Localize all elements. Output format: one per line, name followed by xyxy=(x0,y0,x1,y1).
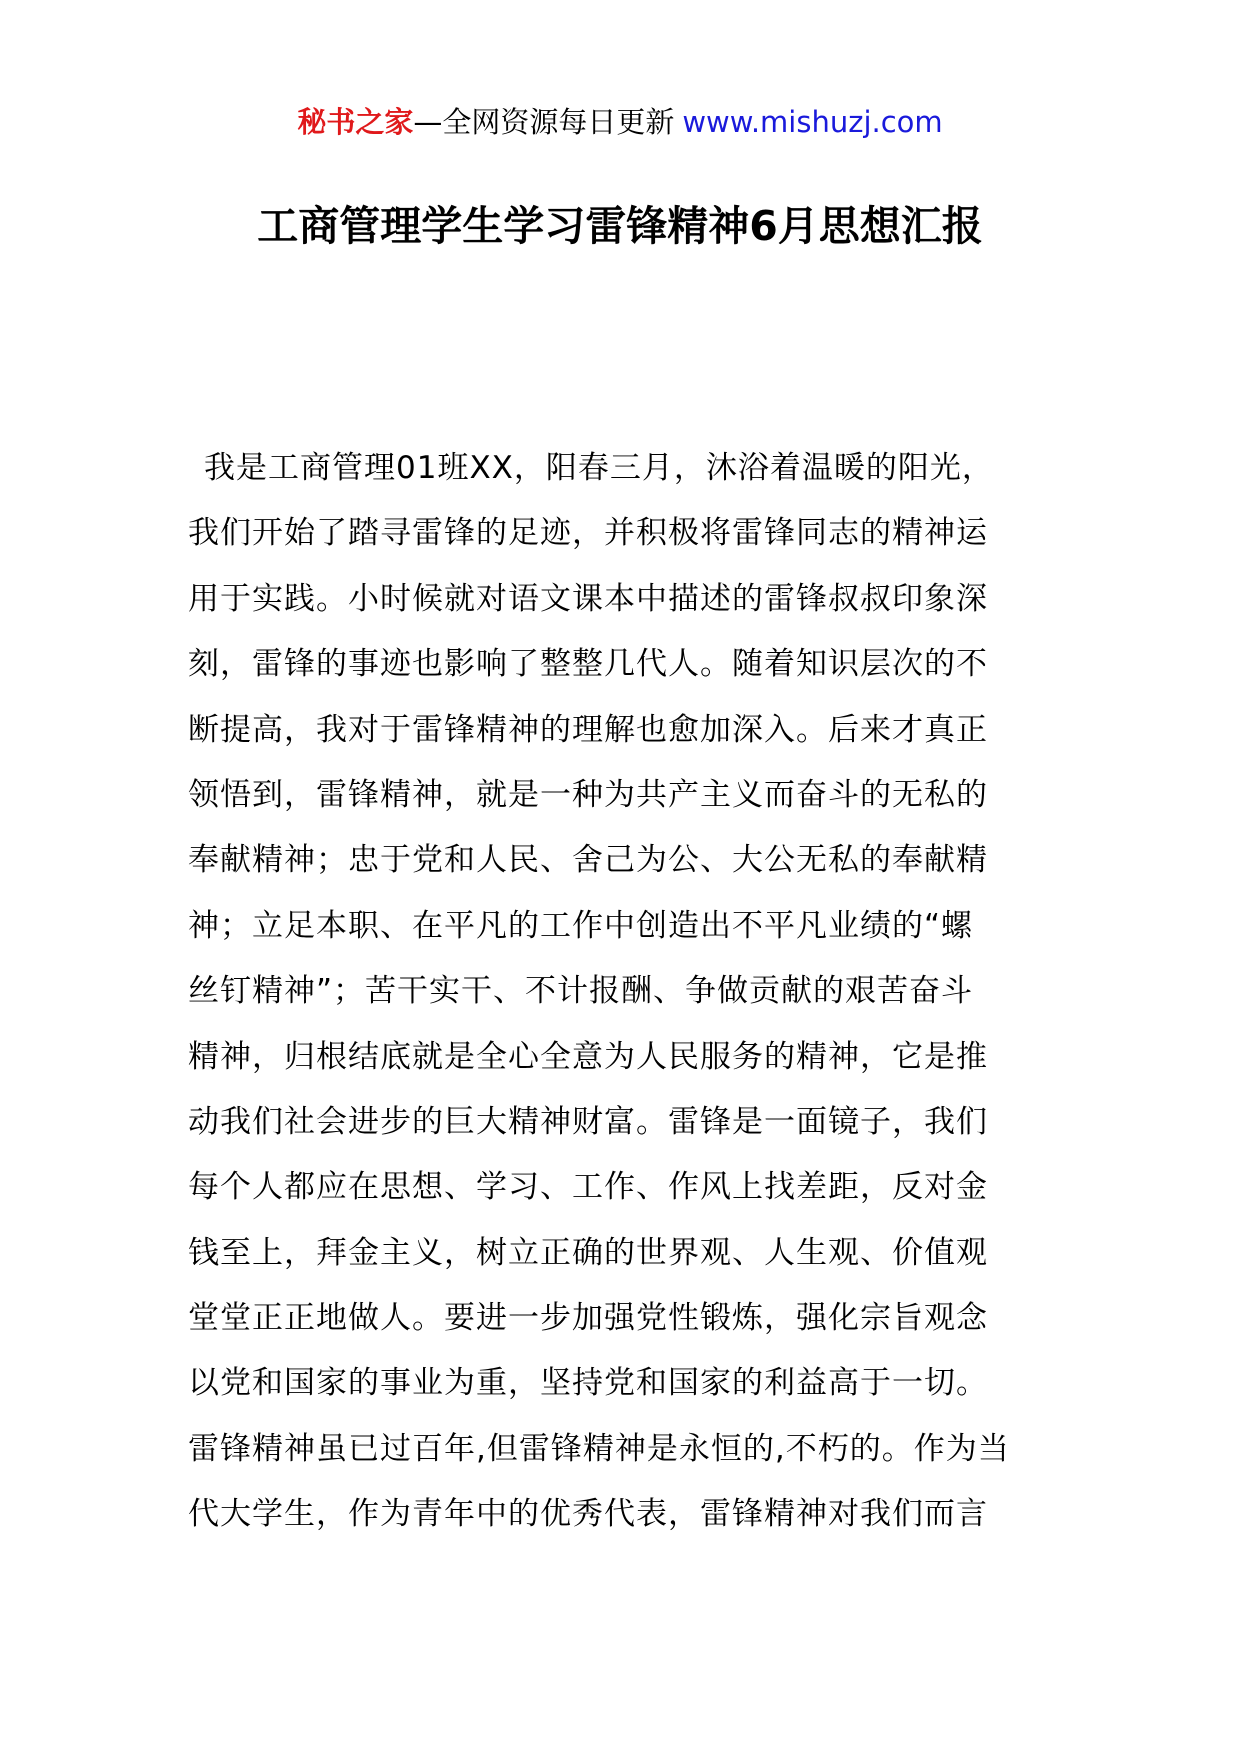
body-line: 每个人都应在思想、学习、工作、作风上找差距，反对金 xyxy=(188,1169,988,1206)
body-line: 领悟到，雷锋精神，就是一种为共产主义而奋斗的无私的 xyxy=(188,776,988,813)
body-line: 用于实践。小时候就对语文课本中描述的雷锋叔叔印象深 xyxy=(188,580,988,617)
body-line: 堂堂正正地做人。要进一步加强党性锻炼，强化宗旨观念 xyxy=(188,1300,988,1337)
body-line: 钱至上，拜金主义，树立正确的世界观、人生观、价值观 xyxy=(188,1234,988,1271)
header-slogan: —全网资源每日更新 xyxy=(413,105,675,139)
document-title: 工商管理学生学习雷锋精神6月思想汇报 xyxy=(257,202,983,250)
body-line: 刻，雷锋的事迹也影响了整整几代人。随着知识层次的不 xyxy=(188,646,988,683)
body-line: 以党和国家的事业为重，坚持党和国家的利益高于一切。 xyxy=(188,1365,988,1402)
body-line: 神；立足本职、在平凡的工作中创造出不平凡业绩的“螺 xyxy=(188,907,974,944)
body-line: 奉献精神；忠于党和人民、舍己为公、大公无私的奉献精 xyxy=(188,842,988,879)
body-line: 雷锋精神虽已过百年,但雷锋精神是永恒的,不朽的。作为当 xyxy=(188,1430,1010,1467)
body-line: 我们开始了踏寻雷锋的足迹，并积极将雷锋同志的精神运 xyxy=(188,515,988,552)
document-body xyxy=(188,436,1052,1548)
body-line: 代大学生，作为青年中的优秀代表，雷锋精神对我们而言 xyxy=(188,1496,988,1533)
body-line: 我是工商管理01班XX，阳春三月，沐浴着温暖的阳光， xyxy=(204,450,994,486)
brand-name: 秘书之家 xyxy=(297,105,414,139)
site-header xyxy=(0,102,1240,142)
body-line: 动我们社会进步的巨大精神财富。雷锋是一面镜子，我们 xyxy=(188,1103,988,1140)
body-line: 丝钉精神”；苦干实干、不计报酬、争做贡献的艰苦奋斗 xyxy=(188,973,974,1010)
site-url-link[interactable]: www.mishuzj.com xyxy=(682,105,943,139)
body-line: 断提高，我对于雷锋精神的理解也愈加深入。后来才真正 xyxy=(188,711,988,748)
body-line: 精神，归根结底就是全心全意为人民服务的精神，它是推 xyxy=(188,1038,988,1075)
